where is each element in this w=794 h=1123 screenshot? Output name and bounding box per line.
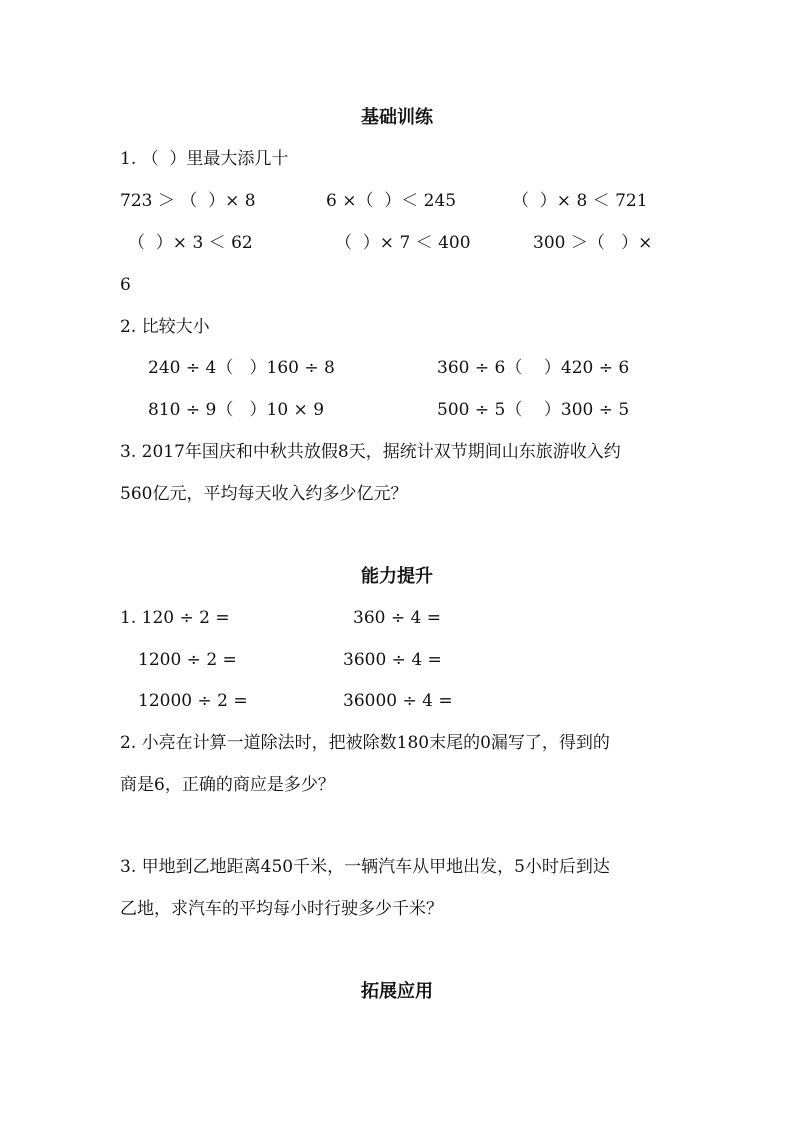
s2-q1-item: 3600 ÷ 4 =	[343, 650, 442, 670]
s1-q1-item: 6	[120, 275, 131, 295]
s2-q1-item: 1200 ÷ 2 =	[138, 650, 237, 670]
s1-q3-line: 560亿元，平均每天收入约多少亿元？	[120, 484, 408, 504]
section-heading-ability: 能力提升	[361, 566, 433, 587]
s1-q1-item: 723 ＞ （ ）× 8	[120, 191, 256, 211]
s1-q1-item: （ ）× 7 ＜ 400	[335, 233, 471, 253]
s1-q2-item: 500 ÷ 5（ ）300 ÷ 5	[437, 400, 630, 420]
s2-q3-line: 乙地，求汽车的平均每小时行驶多少千米？	[120, 899, 443, 919]
s2-q1-item: 36000 ÷ 4 =	[343, 691, 453, 711]
s2-q3-line: 3. 甲地到乙地距离450千米，一辆汽车从甲地出发，5小时后到达	[120, 857, 610, 877]
s1-q2-item: 810 ÷ 9（ ）10 × 9	[148, 400, 325, 420]
s1-q2-item: 360 ÷ 6（ ）420 ÷ 6	[437, 358, 630, 378]
section-heading-extension: 拓展应用	[361, 981, 433, 1002]
s2-q2-line: 2. 小亮在计算一道除法时，把被除数180末尾的0漏写了，得到的	[120, 733, 610, 753]
s1-q1-item: 6 ×（ ）＜ 245	[326, 191, 457, 211]
s1-q2-item: 240 ÷ 4（ ）160 ÷ 8	[148, 358, 335, 378]
s1-q1-item: （ ）× 3 ＜ 62	[128, 233, 253, 253]
s2-q1-item: 1. 120 ÷ 2 =	[120, 608, 230, 628]
s2-q1-item: 12000 ÷ 2 =	[138, 691, 248, 711]
s1-q1-stem: 1. （ ）里最大添几十	[120, 149, 289, 169]
s2-q2-line: 商是6，正确的商应是多少？	[120, 775, 335, 795]
section-heading-basic: 基础训练	[361, 107, 433, 128]
s1-q2-stem: 2. 比较大小	[120, 317, 210, 337]
s1-q1-item: 300 ＞（ ）×	[533, 233, 653, 253]
s1-q3-line: 3. 2017年国庆和中秋共放假8天，据统计双节期间山东旅游收入约	[120, 442, 621, 462]
s2-q1-item: 360 ÷ 4 =	[353, 608, 441, 628]
s1-q1-item: （ ）× 8 ＜ 721	[512, 191, 648, 211]
